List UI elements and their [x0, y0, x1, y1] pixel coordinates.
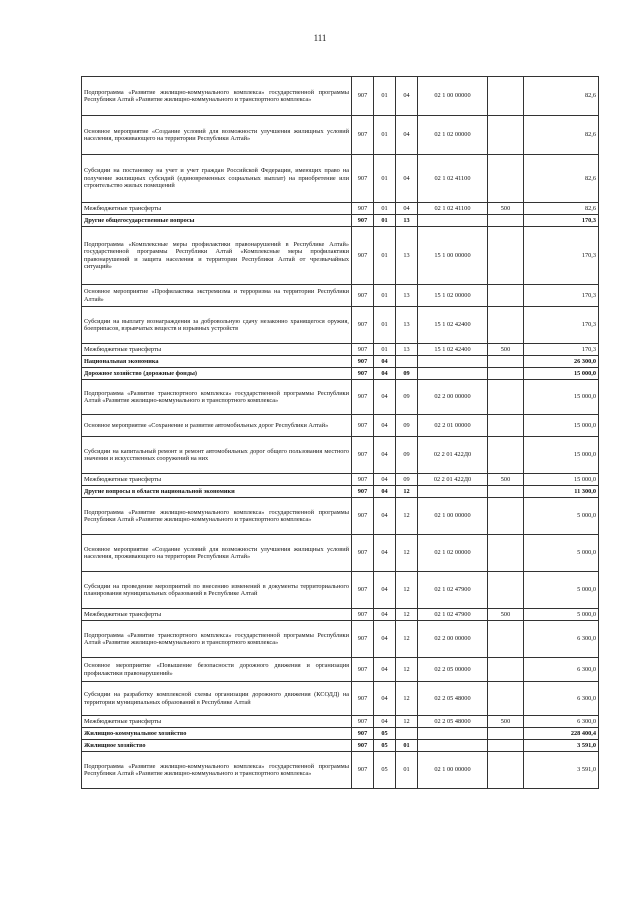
row-name: Подпрограмма «Развитие жилищно-коммунального комплекса» государственной программы Республики Алтай «Развитие жилищно-коммунального и транспортного комплекса» [82, 77, 352, 116]
row-expense-type-code: 500 [488, 474, 524, 486]
table-row [82, 368, 599, 380]
row-amount: 3 591,0 [524, 752, 599, 789]
row-subsection-code: 04 [396, 203, 418, 215]
row-subsection-code [396, 356, 418, 368]
row-subsection-code: 09 [396, 415, 418, 437]
row-ved-code: 907 [352, 728, 374, 740]
row-target-code: 02 1 00 00000 [418, 752, 488, 789]
row-subsection-code: 12 [396, 609, 418, 621]
row-name: Межбюджетные трансферты [82, 474, 352, 486]
table-row [82, 227, 599, 285]
row-expense-type-code [488, 728, 524, 740]
row-amount: 6 300,0 [524, 682, 599, 716]
row-amount: 15 000,0 [524, 368, 599, 380]
row-name: Подпрограмма «Комплексные меры профилактики правонарушений в Республике Алтай» государственной программы Республики Алтай «Комплексные меры профилактики правонарушений и защита населения и территории Республики Алтай от чрезвычайных ситуаций» [82, 227, 352, 285]
row-expense-type-code: 500 [488, 609, 524, 621]
row-expense-type-code: 500 [488, 344, 524, 356]
row-section-code: 04 [374, 380, 396, 415]
row-name: Подпрограмма «Развитие жилищно-коммунального комплекса» государственной программы Республики Алтай «Развитие жилищно-коммунального и транспортного комплекса» [82, 498, 352, 535]
row-name: Субсидии на постановку на учет и учет граждан Российской Федерации, имеющих право на получение жилищных субсидий (единовременных социальных выплат) на приобретение или строительство жилых помещений [82, 155, 352, 203]
row-subsection-code: 09 [396, 368, 418, 380]
row-ved-code: 907 [352, 368, 374, 380]
row-section-code: 04 [374, 474, 396, 486]
row-target-code: 15 1 02 00000 [418, 285, 488, 307]
row-section-code: 01 [374, 215, 396, 227]
row-name: Субсидии на выплату вознаграждения за добровольную сдачу незаконно хранящегося оружия, боеприпасов, взрывчатых веществ и взрывных устройств [82, 307, 352, 344]
row-amount: 170,3 [524, 307, 599, 344]
row-expense-type-code [488, 215, 524, 227]
table-row [82, 155, 599, 203]
row-section-code: 04 [374, 368, 396, 380]
row-section-code: 04 [374, 498, 396, 535]
row-ved-code: 907 [352, 682, 374, 716]
row-expense-type-code [488, 621, 524, 658]
budget-table [81, 76, 599, 789]
row-target-code: 02 1 02 47900 [418, 609, 488, 621]
row-section-code: 04 [374, 682, 396, 716]
row-name: Субсидии на проведение мероприятий по внесению изменений в документы территориального планирования муниципальных образований в Республике Алтай [82, 572, 352, 609]
row-amount: 170,3 [524, 344, 599, 356]
table-row [82, 572, 599, 609]
row-target-code: 02 1 02 41100 [418, 155, 488, 203]
row-section-code: 04 [374, 716, 396, 728]
row-expense-type-code [488, 740, 524, 752]
table-row [82, 474, 599, 486]
table-row [82, 621, 599, 658]
row-subsection-code: 12 [396, 572, 418, 609]
row-target-code: 02 2 05 48000 [418, 716, 488, 728]
row-expense-type-code: 500 [488, 716, 524, 728]
row-name: Основное мероприятие «Повышение безопасности дорожного движения и организация профилактики правонарушений» [82, 658, 352, 682]
row-subsection-code: 13 [396, 344, 418, 356]
table-row [82, 728, 599, 740]
row-target-code [418, 728, 488, 740]
table-row [82, 116, 599, 155]
row-subsection-code: 12 [396, 682, 418, 716]
row-name: Подпрограмма «Развитие транспортного комплекса» государственной программы Республики Алтай «Развитие жилищно-коммунального и транспортного комплекса» [82, 380, 352, 415]
row-expense-type-code [488, 77, 524, 116]
row-name: Другие вопросы в области национальной экономики [82, 486, 352, 498]
row-amount: 5 000,0 [524, 572, 599, 609]
row-expense-type-code [488, 285, 524, 307]
row-subsection-code: 13 [396, 215, 418, 227]
row-expense-type-code [488, 155, 524, 203]
table-row [82, 486, 599, 498]
row-name: Жилищно-коммунальное хозяйство [82, 728, 352, 740]
row-ved-code: 907 [352, 285, 374, 307]
row-target-code [418, 356, 488, 368]
row-amount: 11 300,0 [524, 486, 599, 498]
table-row [82, 535, 599, 572]
row-section-code: 01 [374, 155, 396, 203]
row-section-code: 01 [374, 307, 396, 344]
row-section-code: 04 [374, 486, 396, 498]
row-name: Подпрограмма «Развитие жилищно-коммунального комплекса» государственной программы Республики Алтай «Развитие жилищно-коммунального и транспортного комплекса» [82, 752, 352, 789]
row-ved-code: 907 [352, 155, 374, 203]
row-expense-type-code [488, 498, 524, 535]
row-name: Подпрограмма «Развитие транспортного комплекса» государственной программы Республики Алтай «Развитие жилищно-коммунального и транспортного комплекса» [82, 621, 352, 658]
row-amount: 15 000,0 [524, 437, 599, 474]
row-expense-type-code [488, 116, 524, 155]
row-expense-type-code [488, 682, 524, 716]
row-ved-code: 907 [352, 621, 374, 658]
table-row [82, 752, 599, 789]
row-ved-code: 907 [352, 752, 374, 789]
row-target-code: 02 1 00 00000 [418, 77, 488, 116]
row-target-code: 15 1 02 42400 [418, 307, 488, 344]
row-section-code: 01 [374, 344, 396, 356]
table-row [82, 344, 599, 356]
row-target-code [418, 368, 488, 380]
row-expense-type-code [488, 415, 524, 437]
row-expense-type-code [488, 752, 524, 789]
row-target-code [418, 486, 488, 498]
row-name: Другие общегосударственные вопросы [82, 215, 352, 227]
row-subsection-code: 13 [396, 285, 418, 307]
table-row [82, 77, 599, 116]
table-row [82, 682, 599, 716]
row-amount: 26 300,0 [524, 356, 599, 368]
table-row [82, 203, 599, 215]
row-target-code: 02 1 02 00000 [418, 535, 488, 572]
row-name: Основное мероприятие «Сохранение и развитие автомобильных дорог Республики Алтай» [82, 415, 352, 437]
row-ved-code: 907 [352, 486, 374, 498]
row-section-code: 01 [374, 77, 396, 116]
row-target-code: 02 2 05 00000 [418, 658, 488, 682]
row-expense-type-code [488, 535, 524, 572]
row-target-code: 02 1 02 00000 [418, 116, 488, 155]
row-name: Межбюджетные трансферты [82, 203, 352, 215]
row-section-code: 01 [374, 285, 396, 307]
row-amount: 3 591,0 [524, 740, 599, 752]
row-amount: 170,3 [524, 227, 599, 285]
row-ved-code: 907 [352, 716, 374, 728]
row-subsection-code: 01 [396, 740, 418, 752]
table-row [82, 307, 599, 344]
row-ved-code: 907 [352, 344, 374, 356]
row-section-code: 01 [374, 116, 396, 155]
row-subsection-code: 09 [396, 437, 418, 474]
row-amount: 5 000,0 [524, 535, 599, 572]
row-subsection-code [396, 728, 418, 740]
row-name: Основное мероприятие «Профилактика экстремизма и терроризма на территории Республики Алтай» [82, 285, 352, 307]
row-target-code: 15 1 02 42400 [418, 344, 488, 356]
table-row [82, 498, 599, 535]
row-subsection-code: 12 [396, 486, 418, 498]
row-section-code: 05 [374, 740, 396, 752]
row-expense-type-code [488, 437, 524, 474]
row-ved-code: 907 [352, 215, 374, 227]
table-row [82, 415, 599, 437]
row-ved-code: 907 [352, 380, 374, 415]
table-row [82, 380, 599, 415]
table-row [82, 215, 599, 227]
row-ved-code: 907 [352, 203, 374, 215]
row-subsection-code: 12 [396, 535, 418, 572]
row-target-code: 02 2 01 422Д0 [418, 474, 488, 486]
row-name: Дорожное хозяйство (дорожные фонды) [82, 368, 352, 380]
row-target-code: 02 2 00 00000 [418, 621, 488, 658]
row-expense-type-code [488, 307, 524, 344]
table-row [82, 609, 599, 621]
row-subsection-code: 13 [396, 307, 418, 344]
row-section-code: 01 [374, 227, 396, 285]
row-target-code: 02 2 00 00000 [418, 380, 488, 415]
row-section-code: 04 [374, 415, 396, 437]
row-name: Жилищное хозяйство [82, 740, 352, 752]
row-name: Субсидии на разработку комплексной схемы организации дорожного движения (КСОДД) на территории муниципальных образований в Республике Алтай [82, 682, 352, 716]
row-section-code: 04 [374, 609, 396, 621]
row-section-code: 01 [374, 203, 396, 215]
table-body [82, 77, 599, 789]
row-amount: 82,6 [524, 203, 599, 215]
row-section-code: 05 [374, 728, 396, 740]
row-target-code: 02 1 02 47900 [418, 572, 488, 609]
row-section-code: 05 [374, 752, 396, 789]
row-amount: 170,3 [524, 285, 599, 307]
row-target-code: 15 1 00 00000 [418, 227, 488, 285]
page-number: 111 [313, 33, 327, 43]
row-name: Межбюджетные трансферты [82, 716, 352, 728]
row-amount: 6 300,0 [524, 716, 599, 728]
row-amount: 5 000,0 [524, 609, 599, 621]
table-row [82, 285, 599, 307]
row-expense-type-code: 500 [488, 203, 524, 215]
row-expense-type-code [488, 486, 524, 498]
row-expense-type-code [488, 380, 524, 415]
row-section-code: 04 [374, 621, 396, 658]
row-subsection-code: 12 [396, 716, 418, 728]
row-name: Национальная экономика [82, 356, 352, 368]
row-ved-code: 907 [352, 498, 374, 535]
row-amount: 15 000,0 [524, 474, 599, 486]
table-row [82, 740, 599, 752]
row-name: Межбюджетные трансферты [82, 609, 352, 621]
row-amount: 170,3 [524, 215, 599, 227]
row-ved-code: 907 [352, 658, 374, 682]
row-amount: 15 000,0 [524, 380, 599, 415]
row-target-code: 02 2 01 00000 [418, 415, 488, 437]
row-ved-code: 907 [352, 116, 374, 155]
row-amount: 15 000,0 [524, 415, 599, 437]
row-ved-code: 907 [352, 572, 374, 609]
row-amount: 6 300,0 [524, 621, 599, 658]
row-ved-code: 907 [352, 535, 374, 572]
table-row [82, 658, 599, 682]
row-target-code: 02 2 01 422Д0 [418, 437, 488, 474]
row-ved-code: 907 [352, 609, 374, 621]
row-target-code: 02 1 02 41100 [418, 203, 488, 215]
row-target-code [418, 740, 488, 752]
row-name: Основное мероприятие «Создание условий для возможности улучшения жилищных условий населения, проживающего на территории Республики Алтай» [82, 535, 352, 572]
row-subsection-code: 04 [396, 77, 418, 116]
row-ved-code: 907 [352, 740, 374, 752]
row-expense-type-code [488, 368, 524, 380]
row-amount: 82,6 [524, 77, 599, 116]
row-subsection-code: 01 [396, 752, 418, 789]
row-amount: 228 400,4 [524, 728, 599, 740]
row-amount: 5 000,0 [524, 498, 599, 535]
row-ved-code: 907 [352, 415, 374, 437]
row-ved-code: 907 [352, 437, 374, 474]
row-expense-type-code [488, 227, 524, 285]
row-expense-type-code [488, 572, 524, 609]
row-expense-type-code [488, 658, 524, 682]
row-subsection-code: 04 [396, 116, 418, 155]
row-section-code: 04 [374, 658, 396, 682]
row-amount: 82,6 [524, 116, 599, 155]
row-name: Субсидии на капитальный ремонт и ремонт автомобильных дорог общего пользования местного значения и искусственных сооружений на них [82, 437, 352, 474]
row-ved-code: 907 [352, 307, 374, 344]
row-subsection-code: 13 [396, 227, 418, 285]
row-subsection-code: 04 [396, 155, 418, 203]
row-subsection-code: 09 [396, 474, 418, 486]
row-ved-code: 907 [352, 77, 374, 116]
row-target-code: 02 1 00 00000 [418, 498, 488, 535]
table-row [82, 356, 599, 368]
row-section-code: 04 [374, 437, 396, 474]
row-subsection-code: 12 [396, 658, 418, 682]
row-ved-code: 907 [352, 356, 374, 368]
row-section-code: 04 [374, 535, 396, 572]
row-section-code: 04 [374, 356, 396, 368]
row-ved-code: 907 [352, 227, 374, 285]
row-target-code: 02 2 05 48000 [418, 682, 488, 716]
row-name: Основное мероприятие «Создание условий для возможности улучшения жилищных условий населения, проживающего на территории Республики Алтай» [82, 116, 352, 155]
row-subsection-code: 12 [396, 498, 418, 535]
row-target-code [418, 215, 488, 227]
row-ved-code: 907 [352, 474, 374, 486]
row-subsection-code: 12 [396, 621, 418, 658]
table-row [82, 716, 599, 728]
row-amount: 6 300,0 [524, 658, 599, 682]
table-row [82, 437, 599, 474]
row-name: Межбюджетные трансферты [82, 344, 352, 356]
row-section-code: 04 [374, 572, 396, 609]
row-subsection-code: 09 [396, 380, 418, 415]
row-expense-type-code [488, 356, 524, 368]
row-amount: 82,6 [524, 155, 599, 203]
